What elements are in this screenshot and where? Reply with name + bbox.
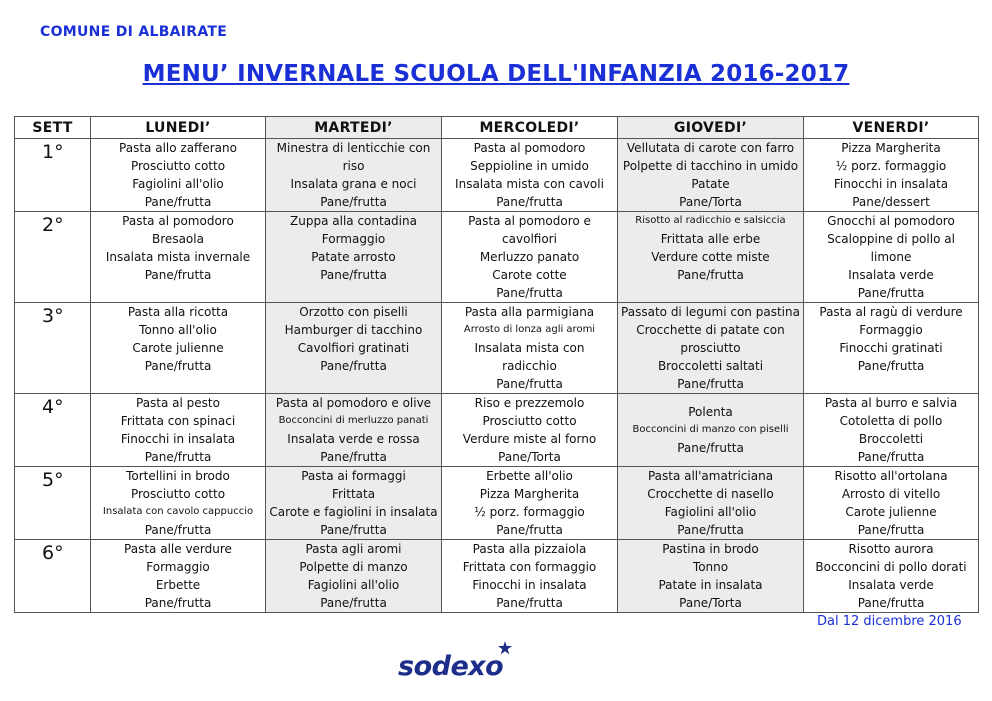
dish: cavolfiori: [502, 232, 557, 246]
dish: limone: [870, 250, 912, 264]
menu-cell: [91, 139, 266, 212]
dish: Crocchette di patate con: [636, 323, 785, 337]
dish: Pane/frutta: [144, 523, 212, 537]
menu-cell: [91, 212, 266, 303]
dish: Finocchi in insalata: [472, 578, 587, 592]
dish: Insalata mista con: [474, 341, 585, 355]
menu-table: [14, 116, 979, 613]
municipality-name: COMUNE DI ALBAIRATE: [40, 24, 228, 40]
menu-cell: [618, 540, 804, 613]
menu-cell: [804, 394, 979, 467]
menu-cell: [618, 212, 804, 303]
menu-cell: [91, 394, 266, 467]
dish: Hamburger di tacchino: [284, 323, 423, 337]
menu-cell: [618, 394, 804, 467]
sodexo-logo: [398, 641, 528, 685]
table-row: [15, 467, 979, 540]
dish: Pane/frutta: [677, 441, 744, 455]
dish: Tonno all'olio: [139, 323, 217, 337]
menu-cell: [266, 540, 442, 613]
dish: Fagiolini all'olio: [664, 505, 757, 519]
dish: Pane/frutta: [320, 195, 387, 209]
dish: Finocchi in insalata: [833, 177, 949, 191]
dish: Fagiolini all'olio: [307, 578, 400, 592]
validity-date: Dal 12 dicembre 2016: [817, 614, 962, 629]
menu-cell: [266, 394, 442, 467]
dish: Pane/frutta: [496, 195, 563, 209]
dish: Carote e fagiolini in insalata: [269, 505, 438, 519]
dish: Scaloppine di pollo al: [827, 232, 955, 246]
dish: Frittata con spinaci: [120, 414, 236, 428]
menu-cell: [442, 212, 618, 303]
dish: Fagiolini all'olio: [132, 177, 224, 191]
menu-cell: [91, 467, 266, 540]
dish: Pane/Torta: [679, 596, 742, 610]
dish: Pasta al pomodoro: [122, 214, 234, 228]
dish: Verdure miste al forno: [462, 432, 597, 446]
menu-cell: [618, 139, 804, 212]
dish: Passato di legumi con pastina: [621, 305, 800, 319]
dish: Pasta al pomodoro: [473, 141, 586, 155]
dish: Pasta alla ricotta: [127, 305, 229, 319]
dish: ½ porz. formaggio: [835, 159, 947, 173]
dish: Patate: [691, 177, 730, 191]
dish: Pasta al pesto: [136, 396, 220, 410]
dish: Insalata verde: [848, 578, 934, 592]
dish: Pasta allo zafferano: [119, 141, 237, 155]
dish: Erbette: [155, 578, 201, 592]
col-header-sett: SETT: [15, 117, 91, 139]
dish: Tortellini in brodo: [126, 469, 230, 483]
dish: Pasta alla pizzaiola: [472, 542, 587, 556]
dish: Arrosto di lonza agli aromi: [463, 324, 596, 335]
menu-cell: [266, 467, 442, 540]
dish: Orzotto con piselli: [299, 305, 408, 319]
dish: Pasta ai formaggi: [301, 469, 406, 483]
table-row: [15, 212, 979, 303]
dish: Pane/frutta: [320, 268, 387, 282]
menu-cell: [266, 212, 442, 303]
dish: Pane/frutta: [144, 596, 212, 610]
dish: Pane/frutta: [144, 268, 212, 282]
dish: Pastina in brodo: [662, 542, 759, 556]
dish: Pane/frutta: [320, 450, 387, 464]
dish: Carote cotte: [492, 268, 567, 282]
week-label: 6°: [15, 540, 91, 613]
menu-cell: [804, 303, 979, 394]
dish: Pane/frutta: [677, 523, 744, 537]
dish: Pane/frutta: [320, 596, 387, 610]
dish: Insalata verde e rossa: [287, 432, 420, 446]
dish: Pizza Margherita: [479, 487, 580, 501]
dish: prosciutto: [680, 341, 741, 355]
dish: Pane/frutta: [320, 359, 387, 373]
dish: Risotto al radicchio e salsiccia: [635, 215, 786, 226]
dish: Pane/frutta: [144, 195, 212, 209]
dish: Formaggio: [321, 232, 386, 246]
dish: Polenta: [688, 405, 733, 419]
menu-cell: [91, 303, 266, 394]
dish: Merluzzo panato: [479, 250, 580, 264]
dish: Pane/frutta: [144, 450, 212, 464]
dish: Pizza Margherita: [841, 141, 941, 155]
dish: Pane/frutta: [496, 596, 563, 610]
dish: Pasta al burro e salvia: [824, 396, 958, 410]
dish: Pasta al pomodoro e olive: [275, 396, 432, 410]
dish: Risotto aurora: [848, 542, 934, 556]
menu-cell: [804, 467, 979, 540]
col-header-martedi: MARTEDI’: [266, 117, 442, 139]
menu-cell: [442, 467, 618, 540]
dish: Vellutata di carote con farro: [626, 141, 795, 155]
dish: Prosciutto cotto: [130, 159, 226, 173]
dish: Bocconcini di pollo dorati: [815, 560, 967, 574]
dish: Pane/Torta: [679, 195, 742, 209]
dish: Pane/dessert: [852, 195, 930, 209]
dish: Insalata mista con cavoli: [455, 177, 604, 191]
menu-cell: [91, 540, 266, 613]
dish: Pane/frutta: [857, 523, 925, 537]
dish: Broccoletti saltati: [657, 359, 764, 373]
dish: Frittata alle erbe: [660, 232, 761, 246]
dish: Bocconcini di manzo con piselli: [632, 424, 789, 435]
dish: Finocchi gratinati: [839, 341, 943, 355]
dish: Insalata verde: [848, 268, 934, 282]
dish: Pane/frutta: [496, 523, 563, 537]
dish: Pane/frutta: [144, 359, 212, 373]
week-label: 4°: [15, 394, 91, 467]
dish: Carote julienne: [132, 341, 224, 355]
header-row: [15, 117, 979, 139]
week-label: 5°: [15, 467, 91, 540]
dish: Riso e prezzemolo: [474, 396, 585, 410]
dish: Insalata grana e noci: [290, 177, 417, 191]
dish: Insalata mista invernale: [105, 250, 251, 264]
dish: Tonno: [692, 560, 729, 574]
dish: Minestra di lenticchie con: [276, 141, 431, 155]
menu-cell: [442, 394, 618, 467]
dish: Finocchi in insalata: [120, 432, 236, 446]
dish: Arrosto di vitello: [841, 487, 941, 501]
table-row: [15, 139, 979, 212]
menu-cell: [804, 139, 979, 212]
dish: Pane/frutta: [857, 450, 925, 464]
dish: Frittata con formaggio: [462, 560, 597, 574]
dish: Bresaola: [152, 232, 204, 246]
dish: Pane/frutta: [857, 286, 925, 300]
dish: Polpette di manzo: [299, 560, 408, 574]
week-label: 3°: [15, 303, 91, 394]
dish: Pane/frutta: [320, 523, 387, 537]
dish: Pane/frutta: [677, 377, 744, 391]
dish: Patate arrosto: [311, 250, 396, 264]
dish: Pasta agli aromi: [305, 542, 402, 556]
dish: ½ porz. formaggio: [474, 505, 585, 519]
dish: Pane/frutta: [496, 286, 563, 300]
dish: Zuppa alla contadina: [290, 214, 417, 228]
dish: Cavolfiori gratinati: [297, 341, 410, 355]
dish: Pane/frutta: [857, 359, 925, 373]
col-header-venerdi: VENERDI’: [804, 117, 979, 139]
page-title: MENU’ INVERNALE SCUOLA DELL'INFANZIA 2016-2017: [142, 61, 850, 87]
dish: Pane/frutta: [496, 377, 563, 391]
dish: Pasta al ragù di verdure: [819, 305, 963, 319]
dish: Crocchette di nasello: [647, 487, 774, 501]
dish: Verdure cotte miste: [651, 250, 770, 264]
dish: Pane/Torta: [498, 450, 561, 464]
dish: Polpette di tacchino in umido: [622, 159, 799, 173]
dish: Cotoletta di pollo: [839, 414, 943, 428]
menu-cell: [804, 540, 979, 613]
menu-cell: [266, 139, 442, 212]
dish: Formaggio: [146, 560, 210, 574]
dish: Pasta alle verdure: [124, 542, 232, 556]
dish: Carote julienne: [845, 505, 937, 519]
logo-wordmark: sodexo: [398, 651, 504, 682]
menu-cell: [804, 212, 979, 303]
dish: radicchio: [502, 359, 557, 373]
dish: Broccoletti: [858, 432, 924, 446]
table-row: [15, 303, 979, 394]
menu-cell: [442, 303, 618, 394]
dish: Seppioline in umido: [470, 159, 589, 173]
dish: Pasta alla parmigiana: [464, 305, 595, 319]
star-icon: [498, 641, 512, 655]
dish: Insalata con cavolo cappuccio: [102, 506, 254, 517]
dish: Pasta all'amatriciana: [647, 469, 774, 483]
dish: Formaggio: [859, 323, 923, 337]
dish: Frittata: [331, 487, 376, 501]
col-header-giovedi: GIOVEDI’: [618, 117, 804, 139]
menu-cell: [442, 540, 618, 613]
dish: Bocconcini di merluzzo panati: [278, 415, 429, 426]
dish: Erbette all'olio: [486, 469, 573, 483]
dish: Prosciutto cotto: [482, 414, 577, 428]
dish: Risotto all'ortolana: [834, 469, 948, 483]
week-label: 1°: [15, 139, 91, 212]
week-label: 2°: [15, 212, 91, 303]
dish: Patate in insalata: [658, 578, 763, 592]
menu-cell: [618, 303, 804, 394]
table-row: [15, 540, 979, 613]
menu-cell: [618, 467, 804, 540]
col-header-mercoledi: MERCOLEDI’: [442, 117, 618, 139]
dish: Pane/frutta: [677, 268, 744, 282]
dish: Gnocchi al pomodoro: [827, 214, 955, 228]
col-header-lunedi: LUNEDI’: [91, 117, 266, 139]
dish: Pasta al pomodoro e: [468, 214, 591, 228]
dish: Pane/frutta: [857, 596, 925, 610]
menu-cell: [442, 139, 618, 212]
dish: riso: [342, 159, 365, 173]
dish: Prosciutto cotto: [130, 487, 226, 501]
table-row: [15, 394, 979, 467]
menu-cell: [266, 303, 442, 394]
